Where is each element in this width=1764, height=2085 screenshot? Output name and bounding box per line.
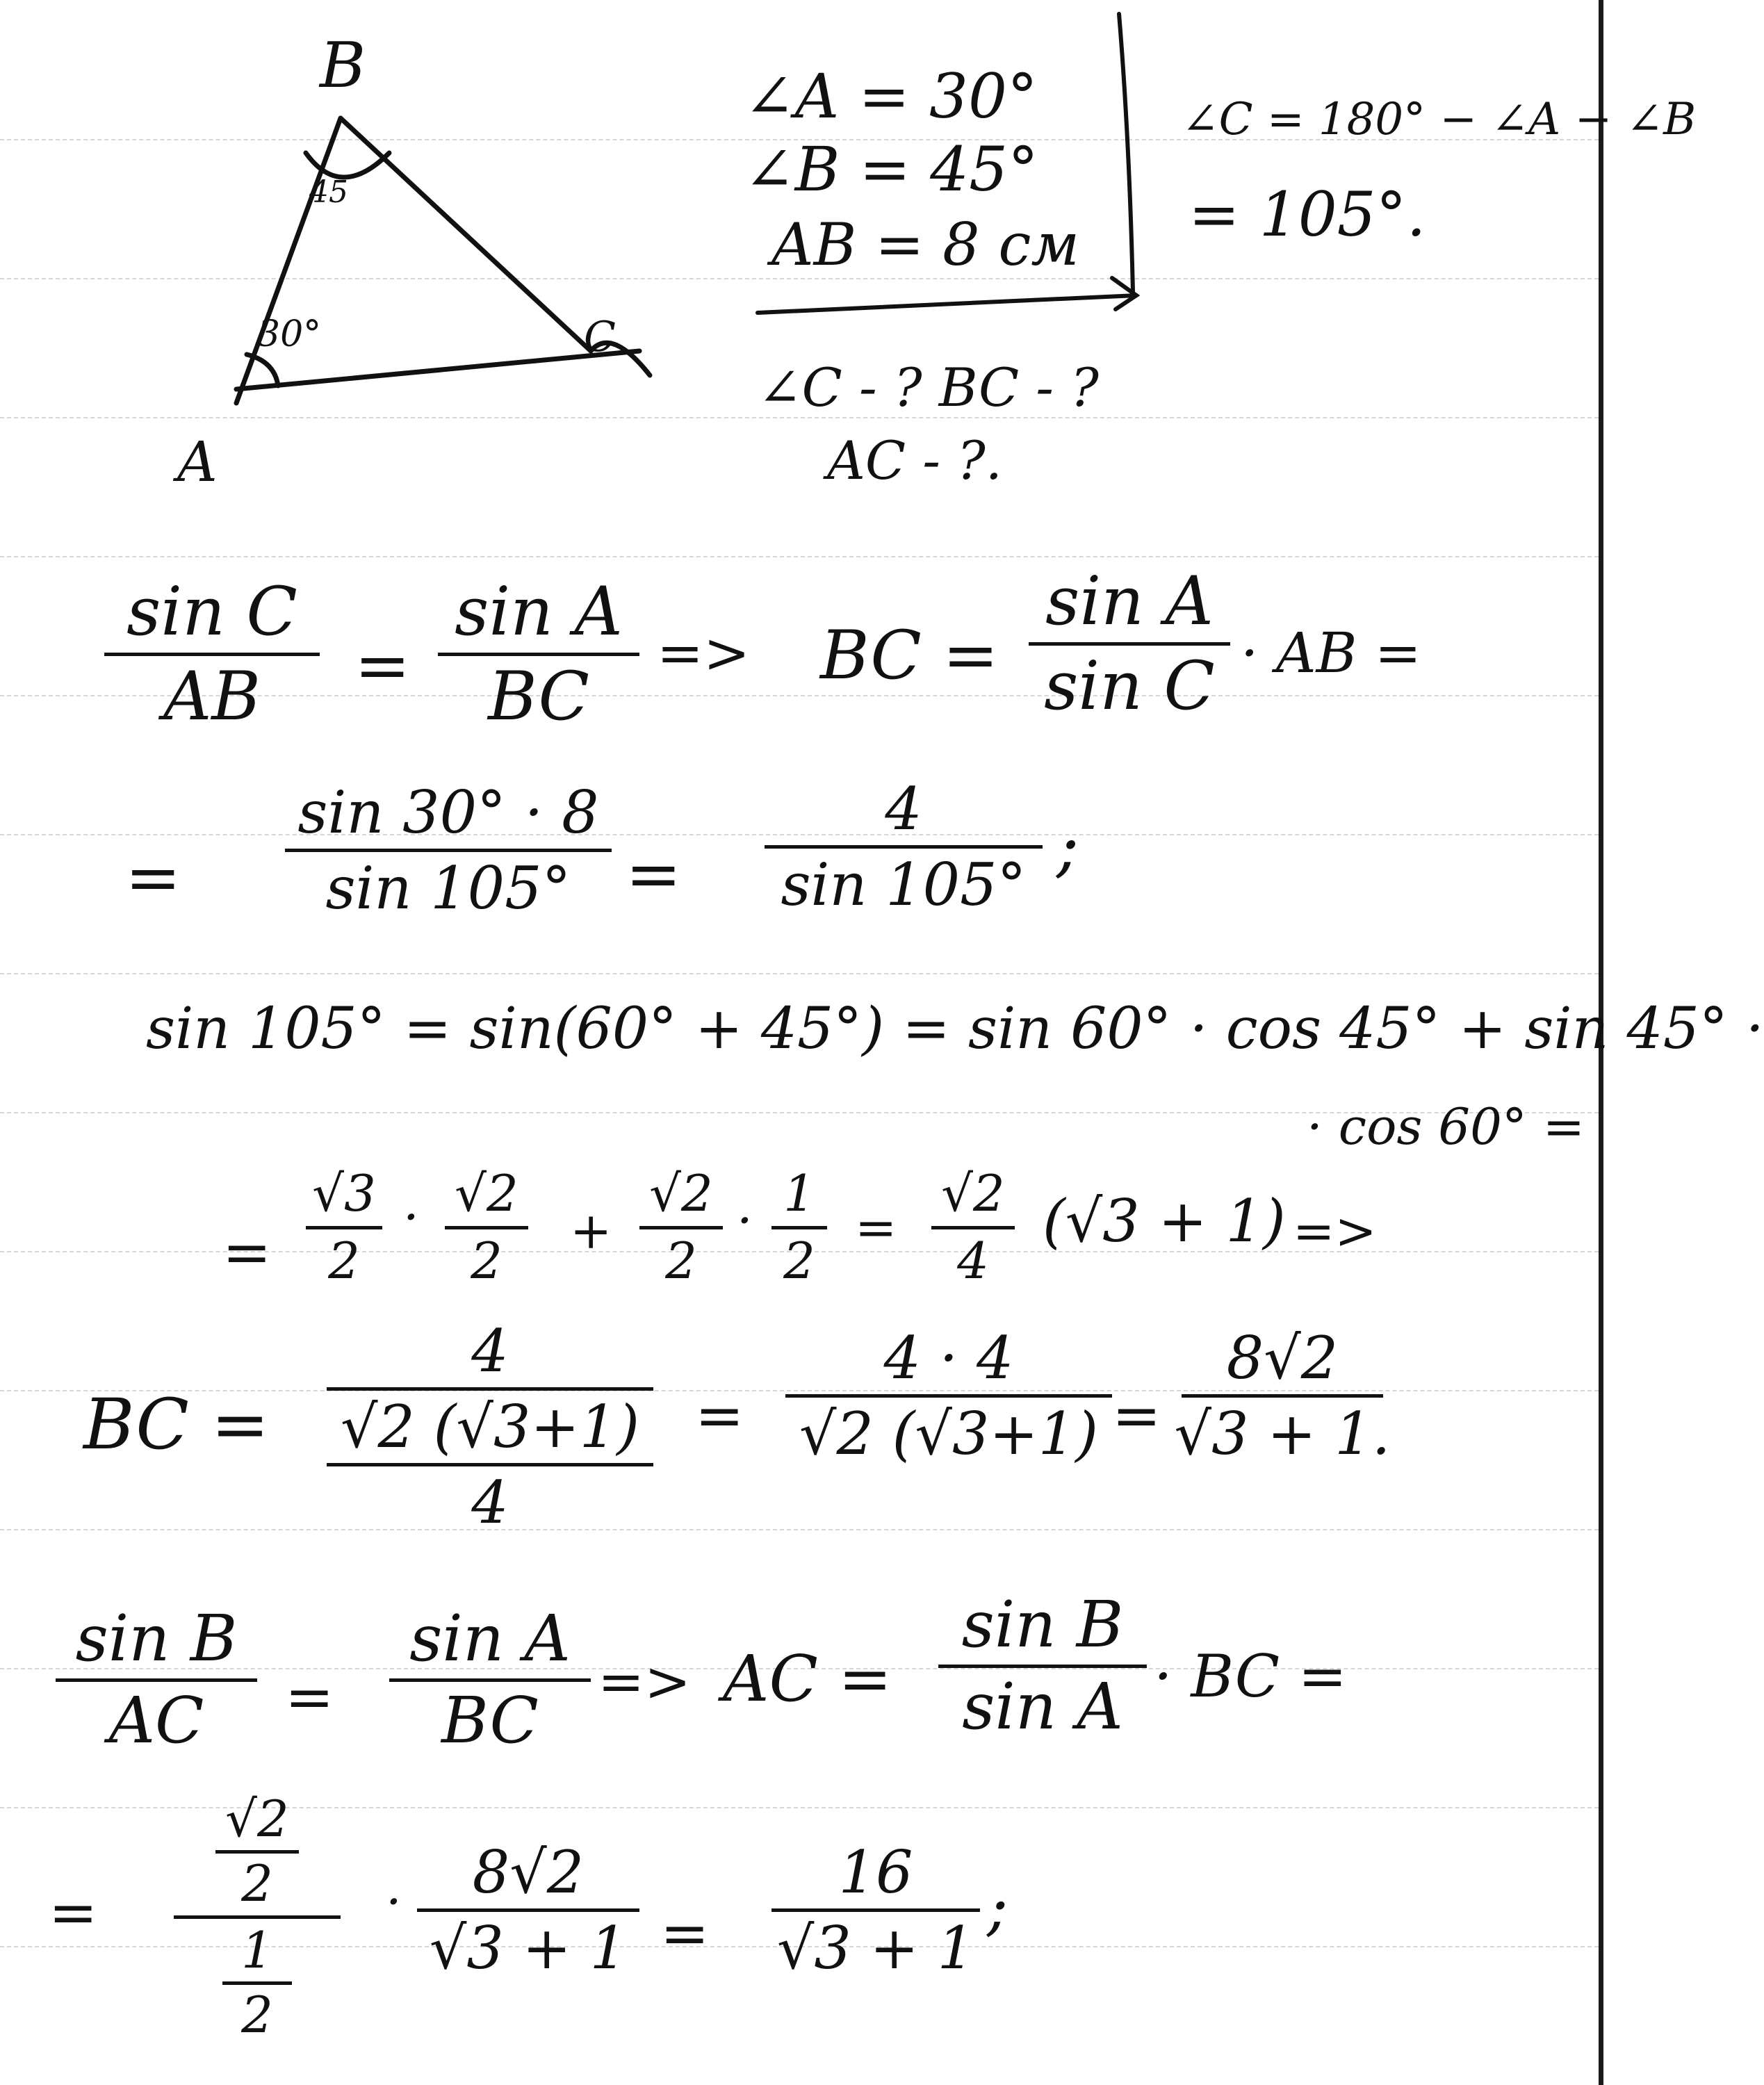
semicolon: ; bbox=[1056, 808, 1079, 885]
fraction-16-over-root2 bbox=[785, 1324, 1112, 1469]
plus-sign: + bbox=[570, 1202, 612, 1260]
inner-denominator-bottom: 2 bbox=[241, 1985, 273, 2044]
implies-arrow: => bbox=[657, 621, 751, 685]
fraction-bar bbox=[931, 1226, 1015, 1229]
fraction-sin30-8-sin105 bbox=[285, 778, 612, 923]
fraction-bar bbox=[445, 1226, 528, 1229]
fraction-16-over-root3plus1 bbox=[771, 1838, 980, 1983]
implies-arrow: => bbox=[1293, 1202, 1377, 1260]
fraction-sina-bc bbox=[438, 573, 639, 735]
fraction-denominator: 2 bbox=[471, 1231, 503, 1290]
semicolon: ; bbox=[987, 1871, 1008, 1944]
fraction-sinb-ac bbox=[56, 1601, 257, 1758]
triangle-side-ac bbox=[236, 351, 639, 389]
fraction-denominator: √3 + 1 bbox=[776, 1914, 975, 1983]
equals-sign: = bbox=[855, 1198, 897, 1257]
vertex-b-label: B bbox=[320, 29, 366, 102]
fraction-denominator: √3 + 1. bbox=[1174, 1400, 1391, 1469]
fraction-numerator: 4 bbox=[471, 1317, 509, 1385]
inner-fraction-bar bbox=[222, 1981, 292, 1985]
fraction-denominator: 2 bbox=[665, 1231, 697, 1290]
equals-sign: = bbox=[660, 1899, 710, 1968]
fraction-numerator: 8√2 bbox=[472, 1838, 585, 1906]
fraction-root2-over-2 bbox=[639, 1164, 723, 1290]
fraction-sina-bc bbox=[389, 1601, 591, 1758]
fraction-numerator: 1 bbox=[783, 1164, 815, 1223]
nested-fraction-bar bbox=[327, 1463, 653, 1466]
fraction-bar bbox=[765, 845, 1043, 849]
fraction-bar bbox=[785, 1394, 1112, 1398]
inner-numerator-bottom: 2 bbox=[241, 1854, 273, 1913]
multiply-dot: · bbox=[386, 1872, 402, 1931]
fraction-numerator: sin B bbox=[75, 1601, 238, 1676]
fraction-denominator: sin A bbox=[962, 1669, 1123, 1744]
sin105-expansion: sin 105° = sin(60° + 45°) = sin 60° · cos 45° + sin 45° · bbox=[146, 996, 1764, 1062]
fraction-denominator: AB bbox=[163, 657, 261, 735]
fraction-bar bbox=[1029, 642, 1230, 646]
times-ab: · AB = bbox=[1241, 621, 1421, 685]
fraction-1-over-2 bbox=[771, 1164, 827, 1290]
fraction-root2-over-2 bbox=[445, 1164, 528, 1290]
vertex-c-label: C bbox=[584, 313, 616, 361]
fraction-denominator: sin 105° bbox=[781, 851, 1027, 919]
fraction-denominator: √3 + 1 bbox=[429, 1914, 628, 1983]
given-bracket bbox=[0, 0, 1182, 334]
fraction-bar bbox=[771, 1226, 827, 1229]
fraction-denominator: 2 bbox=[328, 1231, 360, 1290]
angle-a-label: 30° bbox=[257, 313, 322, 355]
fraction-denominator: √2 (√3+1) bbox=[799, 1400, 1098, 1469]
equals-lead: = bbox=[222, 1218, 272, 1286]
equals-sign: = bbox=[354, 627, 411, 705]
fraction-8root2-over-root3plus1 bbox=[1174, 1324, 1391, 1469]
inner-numerator-top: √2 bbox=[225, 1790, 289, 1848]
fraction-bar bbox=[771, 1908, 980, 1912]
fraction-bar bbox=[438, 653, 639, 656]
times-bc: · BC = bbox=[1154, 1642, 1348, 1710]
root3-plus-1-paren: (√3 + 1) bbox=[1043, 1187, 1286, 1255]
find-angle-c-bc: ∠C - ? BC - ? bbox=[758, 357, 1099, 418]
fraction-numerator: 8√2 bbox=[1226, 1324, 1339, 1392]
fraction-bar bbox=[306, 1226, 382, 1229]
equals-sign: = bbox=[1112, 1382, 1161, 1450]
angle-c-formula: ∠C = 180° − ∠A − ∠B bbox=[1182, 94, 1697, 145]
fraction-bar bbox=[1182, 1394, 1383, 1398]
fraction-numerator: √2 bbox=[455, 1164, 518, 1223]
angle-b-label: 45 bbox=[309, 174, 348, 210]
ac-label: AC = bbox=[723, 1642, 892, 1716]
fraction-numerator: 16 bbox=[838, 1838, 913, 1906]
equals-lead: = bbox=[125, 839, 181, 917]
fraction-numerator: sin A bbox=[409, 1601, 571, 1676]
bc-label: BC = bbox=[820, 616, 999, 694]
nested-fraction-bottom: 4 bbox=[471, 1469, 509, 1537]
vertex-a-label: A bbox=[177, 430, 218, 494]
fraction-numerator: √2 bbox=[941, 1164, 1005, 1223]
fraction-bar bbox=[417, 1908, 639, 1912]
fraction-numerator: sin C bbox=[126, 573, 297, 651]
inner-fraction-bar bbox=[215, 1850, 299, 1854]
main-fraction-bar bbox=[174, 1915, 341, 1919]
angle-c-result: = 105°. bbox=[1189, 179, 1426, 250]
ruled-line bbox=[0, 556, 1599, 557]
complex-fraction-root2-2-over-1-2 bbox=[174, 1790, 341, 2044]
given-side-ab: AB = 8 см bbox=[771, 211, 1080, 279]
fraction-numerator: 4 · 4 bbox=[883, 1324, 1014, 1392]
multiply-dot: · bbox=[403, 1188, 419, 1246]
multiply-dot: · bbox=[737, 1191, 753, 1250]
fraction-numerator: sin 30° · 8 bbox=[297, 778, 599, 847]
fraction-numerator: sin A bbox=[455, 573, 623, 651]
fraction-denominator: sin 105° bbox=[325, 854, 571, 923]
implies-arrow: => bbox=[598, 1649, 692, 1714]
fraction-root2-over-4 bbox=[931, 1164, 1015, 1290]
fraction-denominator: 4 bbox=[957, 1231, 989, 1290]
ruled-line bbox=[0, 1529, 1599, 1530]
equals-sign: = bbox=[285, 1663, 334, 1731]
equals-sign: = bbox=[695, 1382, 744, 1450]
fraction-sinc-ab bbox=[104, 573, 320, 735]
fraction-bar bbox=[104, 653, 320, 656]
given-angle-a: ∠A = 30° bbox=[744, 60, 1038, 132]
fraction-bar bbox=[389, 1678, 591, 1682]
fraction-numerator: sin B bbox=[961, 1587, 1124, 1662]
fraction-bar bbox=[639, 1226, 723, 1229]
fraction-denominator: AC bbox=[108, 1683, 204, 1758]
fraction-numerator: 4 bbox=[885, 775, 922, 843]
fraction-numerator: √2 bbox=[649, 1164, 713, 1223]
fraction-denominator: 2 bbox=[783, 1231, 815, 1290]
fraction-8root2-over-root3plus1 bbox=[417, 1838, 639, 1983]
inner-denominator-top: 1 bbox=[241, 1921, 273, 1980]
fraction-bar bbox=[327, 1387, 653, 1391]
nested-fraction-top: √2 (√3+1) bbox=[340, 1393, 639, 1462]
fraction-sinb-sina bbox=[938, 1587, 1147, 1744]
fraction-4-over-nested bbox=[327, 1317, 653, 1537]
fraction-denominator: BC bbox=[441, 1683, 539, 1758]
sin105-expansion-continued: · cos 60° = bbox=[1307, 1097, 1585, 1156]
fraction-denominator: sin C bbox=[1044, 646, 1215, 725]
find-ac: AC - ?. bbox=[827, 430, 1002, 491]
fraction-denominator: BC bbox=[488, 657, 589, 735]
fraction-4-sin105 bbox=[765, 775, 1043, 919]
given-angle-b: ∠B = 45° bbox=[744, 133, 1039, 205]
ruled-line bbox=[0, 973, 1599, 974]
equals-lead: = bbox=[49, 1879, 98, 1947]
fraction-sina-sinc bbox=[1029, 562, 1230, 725]
fraction-bar bbox=[56, 1678, 257, 1682]
equals-sign: = bbox=[626, 835, 682, 913]
fraction-numerator: √3 bbox=[312, 1164, 376, 1223]
fraction-bar bbox=[285, 849, 612, 852]
fraction-bar bbox=[938, 1665, 1147, 1668]
bc-lhs: BC = bbox=[83, 1384, 270, 1465]
fraction-root3-over-2 bbox=[306, 1164, 382, 1290]
fraction-numerator: sin A bbox=[1045, 562, 1214, 640]
